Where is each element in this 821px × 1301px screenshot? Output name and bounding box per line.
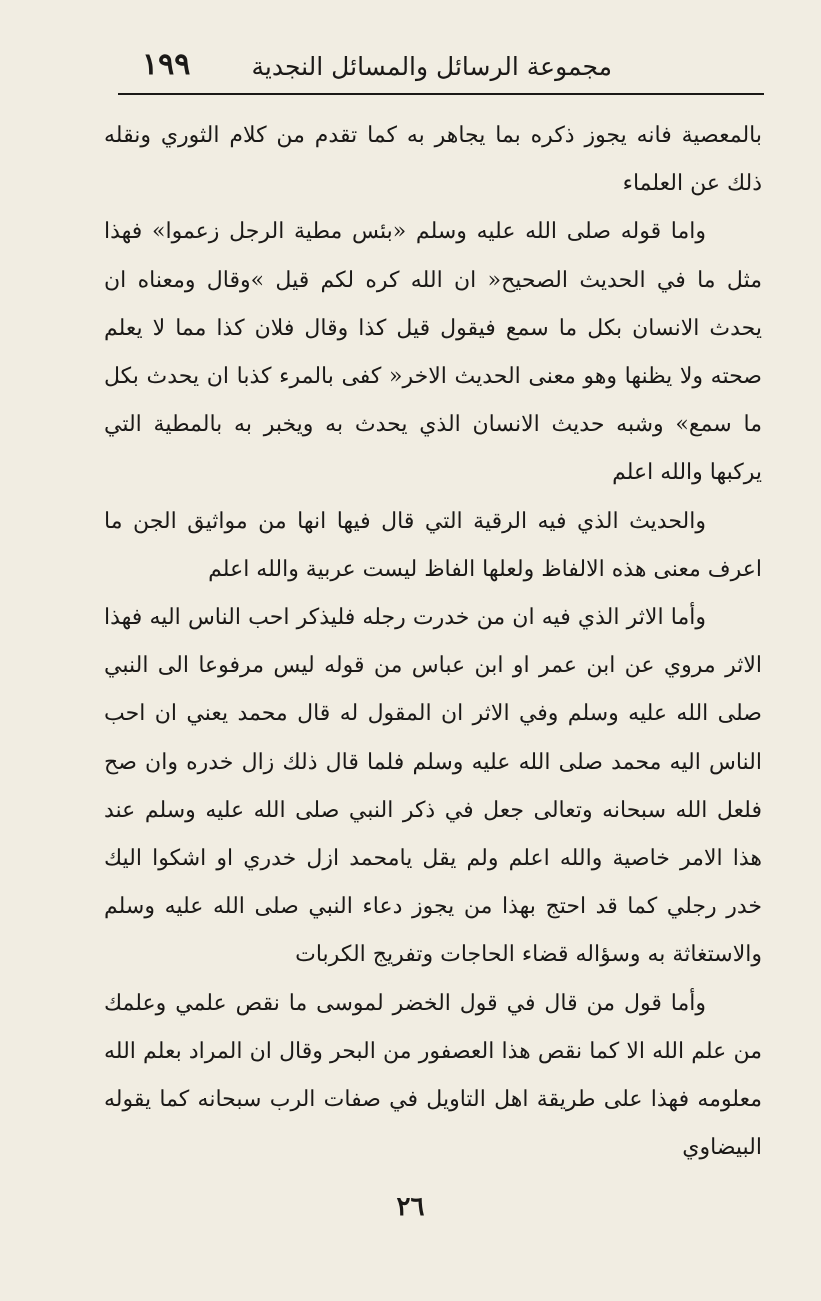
signature-number: ٢٦ [396, 1192, 425, 1222]
paragraph: والحديث الذي فيه الرقية التي قال فيها انها من مواثيق الجن ما اعرف معنى هذه الالفاظ ولعلها الفاظ ليست عربية والله اعلم [104, 508, 762, 582]
page-number: ١٩٩ [142, 47, 191, 82]
paragraph: واما قوله صلى الله عليه وسلم «بئس مطية الرجل زعموا» فهذا مثل ما في الحديث الصحيح« ان الله كره لكم قيل »وقال ومعناه ان يحدث الانسان بكل ما سمع فيقول قيل كذا وقال فلان كذا مما لا يعلم صحته ولا يظنها وهو معنى الحديث الاخر« كفى بالمرء كذبا ان يحدث بكل ما سمع» وشبه حديث الانسان الذي يحدث به ويخبر به بالمطية التي يركبها والله اعلم [104, 219, 762, 486]
paragraph: وأما قول من قال في قول الخضر لموسى ما نقص علمي وعلمك من علم الله الا كما نقص هذا العصفور من البحر وقال ان المراد بعلم الله معلومه فهذا على طريقة اهل التاويل في صفات الرب سبحانه كما يقوله البيضاوي [104, 990, 762, 1161]
paragraph: بالمعصية فانه يجوز ذكره بما يجاهر به كما تقدم من كلام الثوري ونقله ذلك عن العلماء [104, 123, 762, 197]
page-header [120, 40, 762, 92]
body-text [104, 112, 762, 1172]
header-rule [118, 93, 764, 95]
running-title: مجموعة الرسائل والمسائل النجدية [251, 52, 612, 81]
paragraph: وأما الاثر الذي فيه ان من خدرت رجله فليذكر احب الناس اليه فهذا الاثر مروي عن ابن عمر او ابن عباس من قوله ليس مرفوعا الى النبي صلى الله عليه وسلم وفي الاثر ان المقول له قال محمد يعني ان احب الناس اليه محمد صلى الله عليه وسلم فلما قال ذلك زال خدره وان صح فلعل الله سبحانه وتعالى جعل في ذكر النبي صلى الله عليه وسلم عند هذا الامر خاصية والله اعلم ولم يقل يامحمد ازل خدري او اشكوا اليك خدر رجلي كما قد احتج بهذا من يجوز دعاء النبي صلى الله عليه وسلم والاستغاثة به وسؤاله قضاء الحاجات وتفريج الكربات [104, 605, 762, 968]
